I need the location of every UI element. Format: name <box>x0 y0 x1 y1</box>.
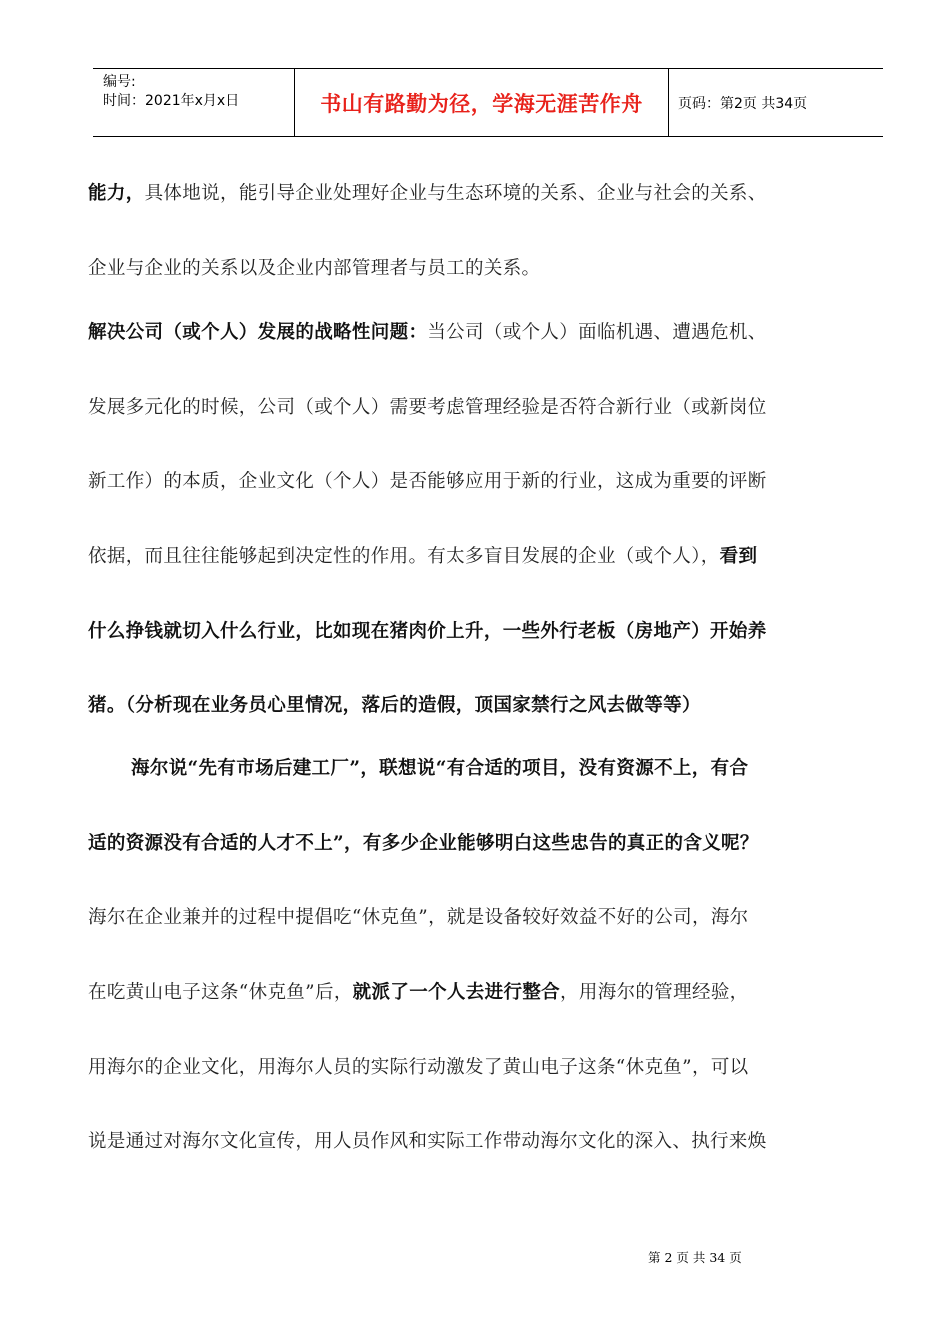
body-line-9: 海尔说“先有市场后建工厂”，联想说“有合适的项目，没有资源不上，有合 <box>131 758 749 779</box>
code-label: 编号: <box>103 74 136 90</box>
line-text: ，用海尔的管理经验， <box>560 982 749 1003</box>
bold-phrase: 看到 <box>719 546 758 567</box>
header-motto-cell <box>295 69 669 136</box>
body-line-14: 说是通过对海尔文化宣传，用人员作风和实际工作带动海尔文化的深入、执行来焕 <box>88 1131 767 1152</box>
bold-phrase: 就派了一个人去进行整合 <box>352 982 561 1003</box>
body-line-10: 适的资源没有合适的人才不上”，有多少企业能够明白这些忠告的真正的含义呢？ <box>88 833 759 854</box>
body-line-1 <box>88 181 767 207</box>
line-text: 在吃黄山电子这条“休克鱼”后， <box>88 982 353 1003</box>
section-heading: 解决公司（或个人）发展的战略性问题： <box>88 322 428 343</box>
time-label: 时间：2021年x月x日 <box>103 93 240 109</box>
body-line-5: 新工作）的本质，企业文化（个人）是否能够应用于新的行业，这成为重要的评断 <box>88 471 767 492</box>
line-text: 具体地说，能引导企业处理好企业与生态环境的关系、企业与社会的关系、 <box>144 183 767 204</box>
page-header <box>93 68 883 137</box>
line-text: 依据，而且往往能够起到决定性的作用。有太多盲目发展的企业（或个人）， <box>88 546 720 567</box>
body-line-7: 什么挣钱就切入什么行业，比如现在猪肉价上升，一些外行老板（房地产）开始养 <box>88 621 767 642</box>
body-line-13: 用海尔的企业文化，用海尔人员的实际行动激发了黄山电子这条“休克鱼”，可以 <box>88 1057 749 1078</box>
line-text: 当公司（或个人）面临机遇、遭遇危机、 <box>427 322 767 343</box>
header-page-info: 页码：第2页 共34页 <box>678 95 808 112</box>
body-line-2: 企业与企业的关系以及企业内部管理者与员工的关系。 <box>88 258 541 279</box>
body-line-6 <box>88 544 757 570</box>
body-line-11: 海尔在企业兼并的过程中提倡吃“休克鱼”，就是设备较好效益不好的公司，海尔 <box>88 907 749 928</box>
header-meta <box>93 69 295 136</box>
bold-phrase: 能力， <box>88 183 145 204</box>
motto-text: 书山有路勤为径，学海无涯苦作舟 <box>320 90 643 116</box>
body-line-4: 发展多元化的时候，公司（或个人）需要考虑管理经验是否符合新行业（或新岗位 <box>88 397 767 418</box>
page-footer: 第 2 页 共 34 页 <box>648 1250 742 1265</box>
body-line-12 <box>88 980 749 1006</box>
body-line-8: 猪。（分析现在业务员心里情况，落后的造假，顶国家禁行之风去做等等） <box>88 695 701 716</box>
body-line-3 <box>88 320 767 346</box>
